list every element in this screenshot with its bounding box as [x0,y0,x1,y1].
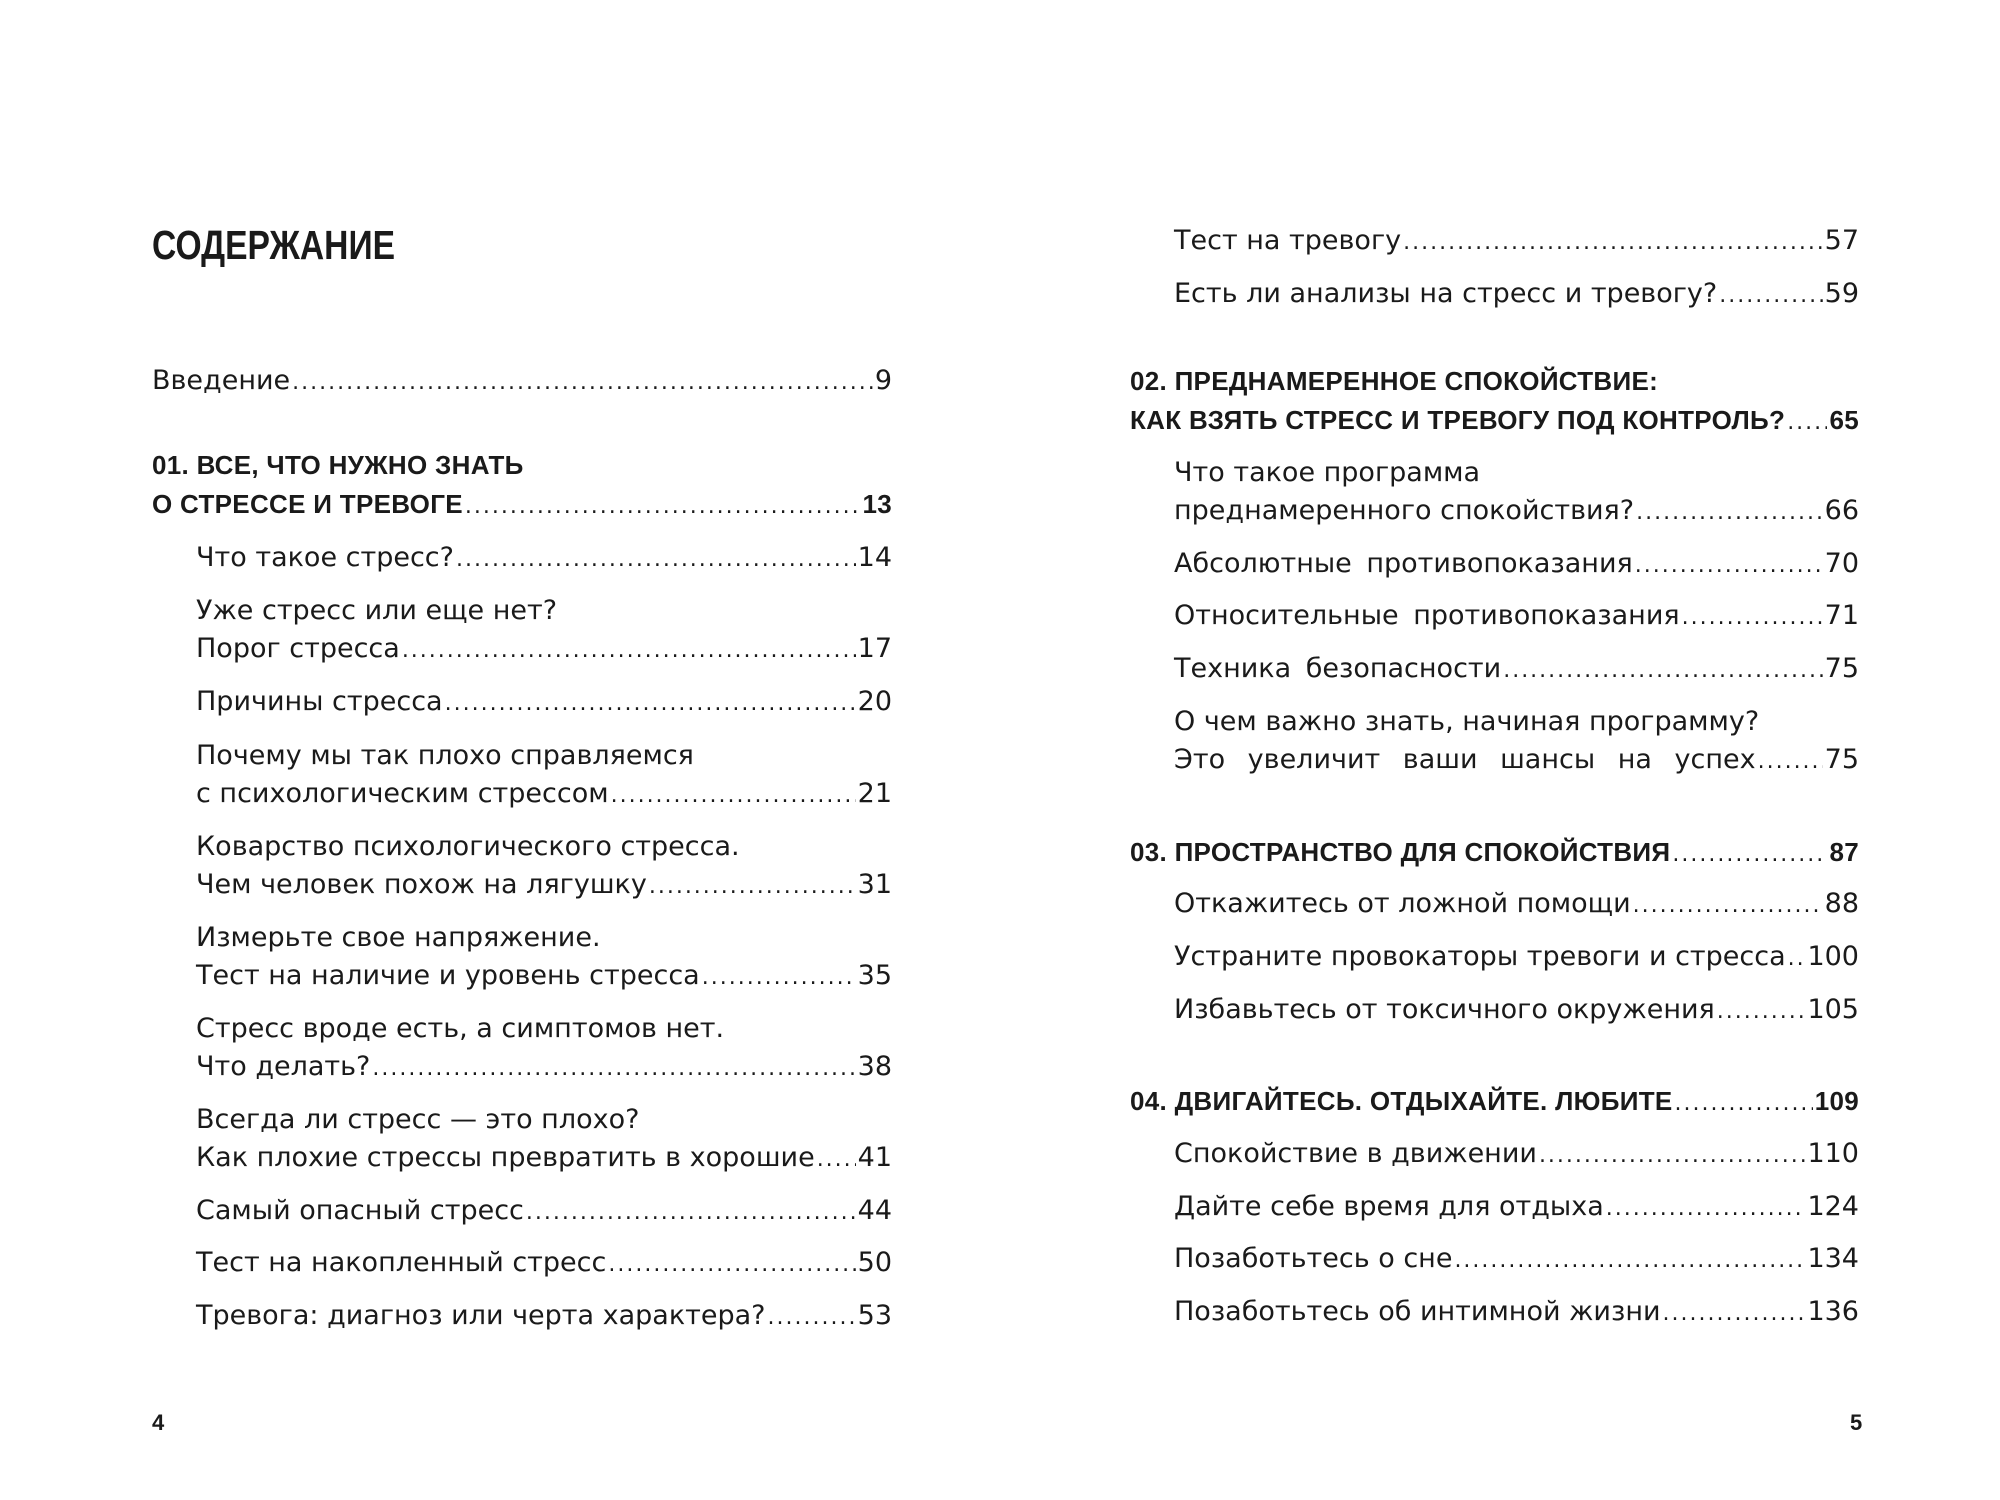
toc-entry[interactable] [1174,1135,1859,1173]
right-page [1000,0,2000,1500]
toc-entry[interactable] [1174,1240,1859,1278]
toc-entry-chapter-02[interactable] [1130,401,1859,439]
dot-leader [1606,1190,1806,1228]
toc-entry[interactable] [196,1244,892,1282]
toc-entry-chapter-03[interactable] [1130,833,1859,871]
chapter-heading-text: О СТРЕССЕ И ТРЕВОГЕ [152,489,463,519]
toc-page-number: 53 [857,1300,892,1331]
toc-entry[interactable] [196,1048,892,1086]
toc-page-number: 109 [1814,1086,1859,1116]
toc-page-number: 136 [1807,1296,1859,1327]
dot-leader [372,1050,855,1088]
chapter-heading-text: 03. ПРОСТРАНСТВО ДЛЯ СПОКОЙСТВИЯ [1130,837,1671,867]
toc-entry-text: Причины стресса [196,686,443,717]
dot-leader [445,685,856,723]
toc-page-number: 31 [857,869,892,900]
toc-entry-text: Откажитесь от ложной помощи [1174,888,1631,919]
toc-entry[interactable] [196,683,892,721]
dot-leader [649,868,856,906]
toc-entry-line [196,919,892,957]
toc-entry[interactable] [196,1192,892,1230]
toc-page-number: 9 [874,365,892,396]
dot-leader [702,959,856,997]
toc-entry-text: Порог стресса [196,633,400,664]
toc-entry[interactable] [1174,545,1859,583]
toc-page-number: 124 [1807,1191,1859,1222]
dot-leader [608,1246,855,1284]
toc-entry[interactable] [1174,597,1859,635]
dot-leader [1672,836,1827,874]
dot-leader [611,777,856,815]
toc-page-number: 75 [1824,744,1859,775]
chapter-heading-text: 01. ВСЕ, ЧТО НУЖНО ЗНАТЬ [152,450,524,480]
toc-entry-text: Устраните провокаторы тревоги и стресса [1174,941,1786,972]
toc-entry-text: Чем человек похож на лягушку [196,869,647,900]
dot-leader [1633,887,1823,925]
toc-entry[interactable] [196,775,892,813]
toc-entry-text: Самый опасный стресс [196,1195,524,1226]
toc-entry-text: Спокойствие в движении [1174,1138,1537,1169]
toc-entry-line [196,737,892,775]
toc-entry-text: Почему мы так плохо справляемся [196,740,694,771]
toc-entry-line [196,1101,892,1139]
toc-entry-text: Абсолютные противопоказания [1174,548,1633,579]
toc-entry-text: Относительные противопоказания [1174,600,1680,631]
toc-entry-line [196,592,892,630]
toc-entry-text: Тест на наличие и уровень стресса [196,960,700,991]
toc-page-number: 134 [1807,1243,1859,1274]
toc-page-number: 100 [1807,941,1859,972]
toc-page-number: 110 [1807,1138,1859,1169]
dot-leader [817,1141,856,1179]
toc-page-number: 13 [862,489,892,519]
toc-entry[interactable] [196,1139,892,1177]
toc-entry-text: Что делать? [196,1051,371,1082]
toc-entry-text: Техника безопасности [1174,653,1502,684]
toc-page-number: 17 [857,633,892,664]
toc-page-number: 14 [857,542,892,573]
dot-leader [1503,652,1822,690]
toc-entry-text: Стресс вроде есть, а симптомов нет. [196,1013,725,1044]
toc-entry-text: Как плохие стрессы превратить в хорошие [196,1142,815,1173]
toc-entry-chapter-04[interactable] [1130,1082,1859,1120]
toc-entry-text: Измерьте свое напряжение. [196,922,601,953]
dot-leader [1717,993,1806,1031]
toc-entry[interactable] [196,866,892,904]
toc-page-number: 105 [1807,994,1859,1025]
toc-entry[interactable] [1174,885,1859,923]
dot-leader [402,632,856,670]
toc-page-number: 50 [857,1247,892,1278]
toc-page-number: 70 [1824,548,1859,579]
toc-entry-text: Тест на накопленный стресс [196,1247,607,1278]
toc-entry-text: Коварство психологического стресса. [196,831,740,862]
dot-leader [768,1299,856,1337]
toc-entry-line [196,1010,892,1048]
toc-entry[interactable] [1174,650,1859,688]
dot-leader [1635,547,1823,585]
toc-entry-text: Позаботьтесь об интимной жизни [1174,1296,1661,1327]
toc-entry-text: с психологическим стрессом [196,778,609,809]
toc-entry-text: Что такое стресс? [196,542,454,573]
toc-entry[interactable] [1174,1188,1859,1226]
toc-entry-text: преднамеренного спокойствия? [1174,495,1635,526]
dot-leader [1403,224,1823,262]
toc-page-number: 59 [1824,278,1859,309]
toc-entry-text: Что такое программа [1174,457,1481,488]
toc-entry-line [196,828,892,866]
toc-entry-text: Всегда ли стресс — это плохо? [196,1104,640,1135]
chapter-heading-line [152,446,892,484]
toc-entry[interactable] [1174,222,1859,260]
toc-page-number: 75 [1824,653,1859,684]
page-number: 5 [1850,1410,1863,1435]
toc-entry-text: Это увеличит ваши шансы на успех [1174,744,1756,775]
toc-entry-text: Дайте себе время для отдыха [1174,1191,1604,1222]
toc-page-number: 87 [1829,837,1859,867]
toc-page-number: 41 [857,1142,892,1173]
dot-leader [1539,1137,1806,1175]
toc-entry[interactable] [196,539,892,577]
toc-entry[interactable] [196,630,892,668]
chapter-heading-line [1130,362,1859,400]
toc-entry-text: Позаботьтесь о сне [1174,1243,1453,1274]
dot-leader [1788,940,1806,978]
toc-page-number: 71 [1824,600,1859,631]
chapter-heading-text: 02. ПРЕДНАМЕРЕННОЕ СПОКОЙСТВИЕ: [1130,366,1659,396]
toc-page-number: 35 [857,960,892,991]
dot-leader [1663,1295,1806,1333]
toc-entry[interactable] [1174,1293,1859,1331]
toc-page-number: 38 [857,1051,892,1082]
toc-page-number: 65 [1829,405,1859,435]
dot-leader [1454,1242,1805,1280]
dot-leader [292,364,873,402]
toc-entry[interactable] [196,1297,892,1335]
toc-page-number: 66 [1824,495,1859,526]
page-number: 4 [152,1410,165,1435]
toc-entry-chapter-01[interactable] [152,485,892,523]
toc-entry[interactable] [1174,275,1859,313]
toc-entry-text: Тревога: диагноз или черта характера? [196,1300,766,1331]
toc-entry[interactable] [1174,492,1859,530]
toc-page-number: 44 [857,1195,892,1226]
dot-leader [1719,277,1822,315]
toc-entry[interactable] [196,957,892,995]
toc-entry[interactable] [1174,938,1859,976]
chapter-heading-text: 04. ДВИГАЙТЕСЬ. ОТДЫХАЙТЕ. ЛЮБИТЕ [1130,1086,1673,1116]
toc-entry-text: О чем важно знать, начиная программу? [1174,706,1760,737]
toc-page-number: 20 [857,686,892,717]
dot-leader [1682,599,1823,637]
toc-page-number: 88 [1824,888,1859,919]
toc-entry-text: Введение [152,365,291,396]
toc-entry-text: Есть ли анализы на стресс и тревогу? [1174,278,1718,309]
dot-leader [456,541,856,579]
contents-title: СОДЕРЖАНИЕ [152,222,396,268]
toc-entry-line [1174,703,1859,741]
toc-entry-text: Избавьтесь от токсичного окружения [1174,994,1715,1025]
dot-leader [1675,1085,1813,1123]
dot-leader [1636,494,1823,532]
toc-entry-text: Тест на тревогу [1174,225,1402,256]
toc-entry-line [1174,454,1859,492]
chapter-heading-text: КАК ВЗЯТЬ СТРЕСС И ТРЕВОГУ ПОД КОНТРОЛЬ? [1130,405,1786,435]
toc-page-number: 57 [1824,225,1859,256]
dot-leader [465,488,861,526]
dot-leader [1787,404,1827,442]
dot-leader [526,1194,856,1232]
toc-page-number: 21 [857,778,892,809]
dot-leader [1758,743,1823,781]
toc-entry[interactable] [1174,741,1859,779]
toc-entry-text: Уже стресс или еще нет? [196,595,558,626]
toc-entry-introduction[interactable] [152,362,892,400]
toc-entry[interactable] [1174,991,1859,1029]
